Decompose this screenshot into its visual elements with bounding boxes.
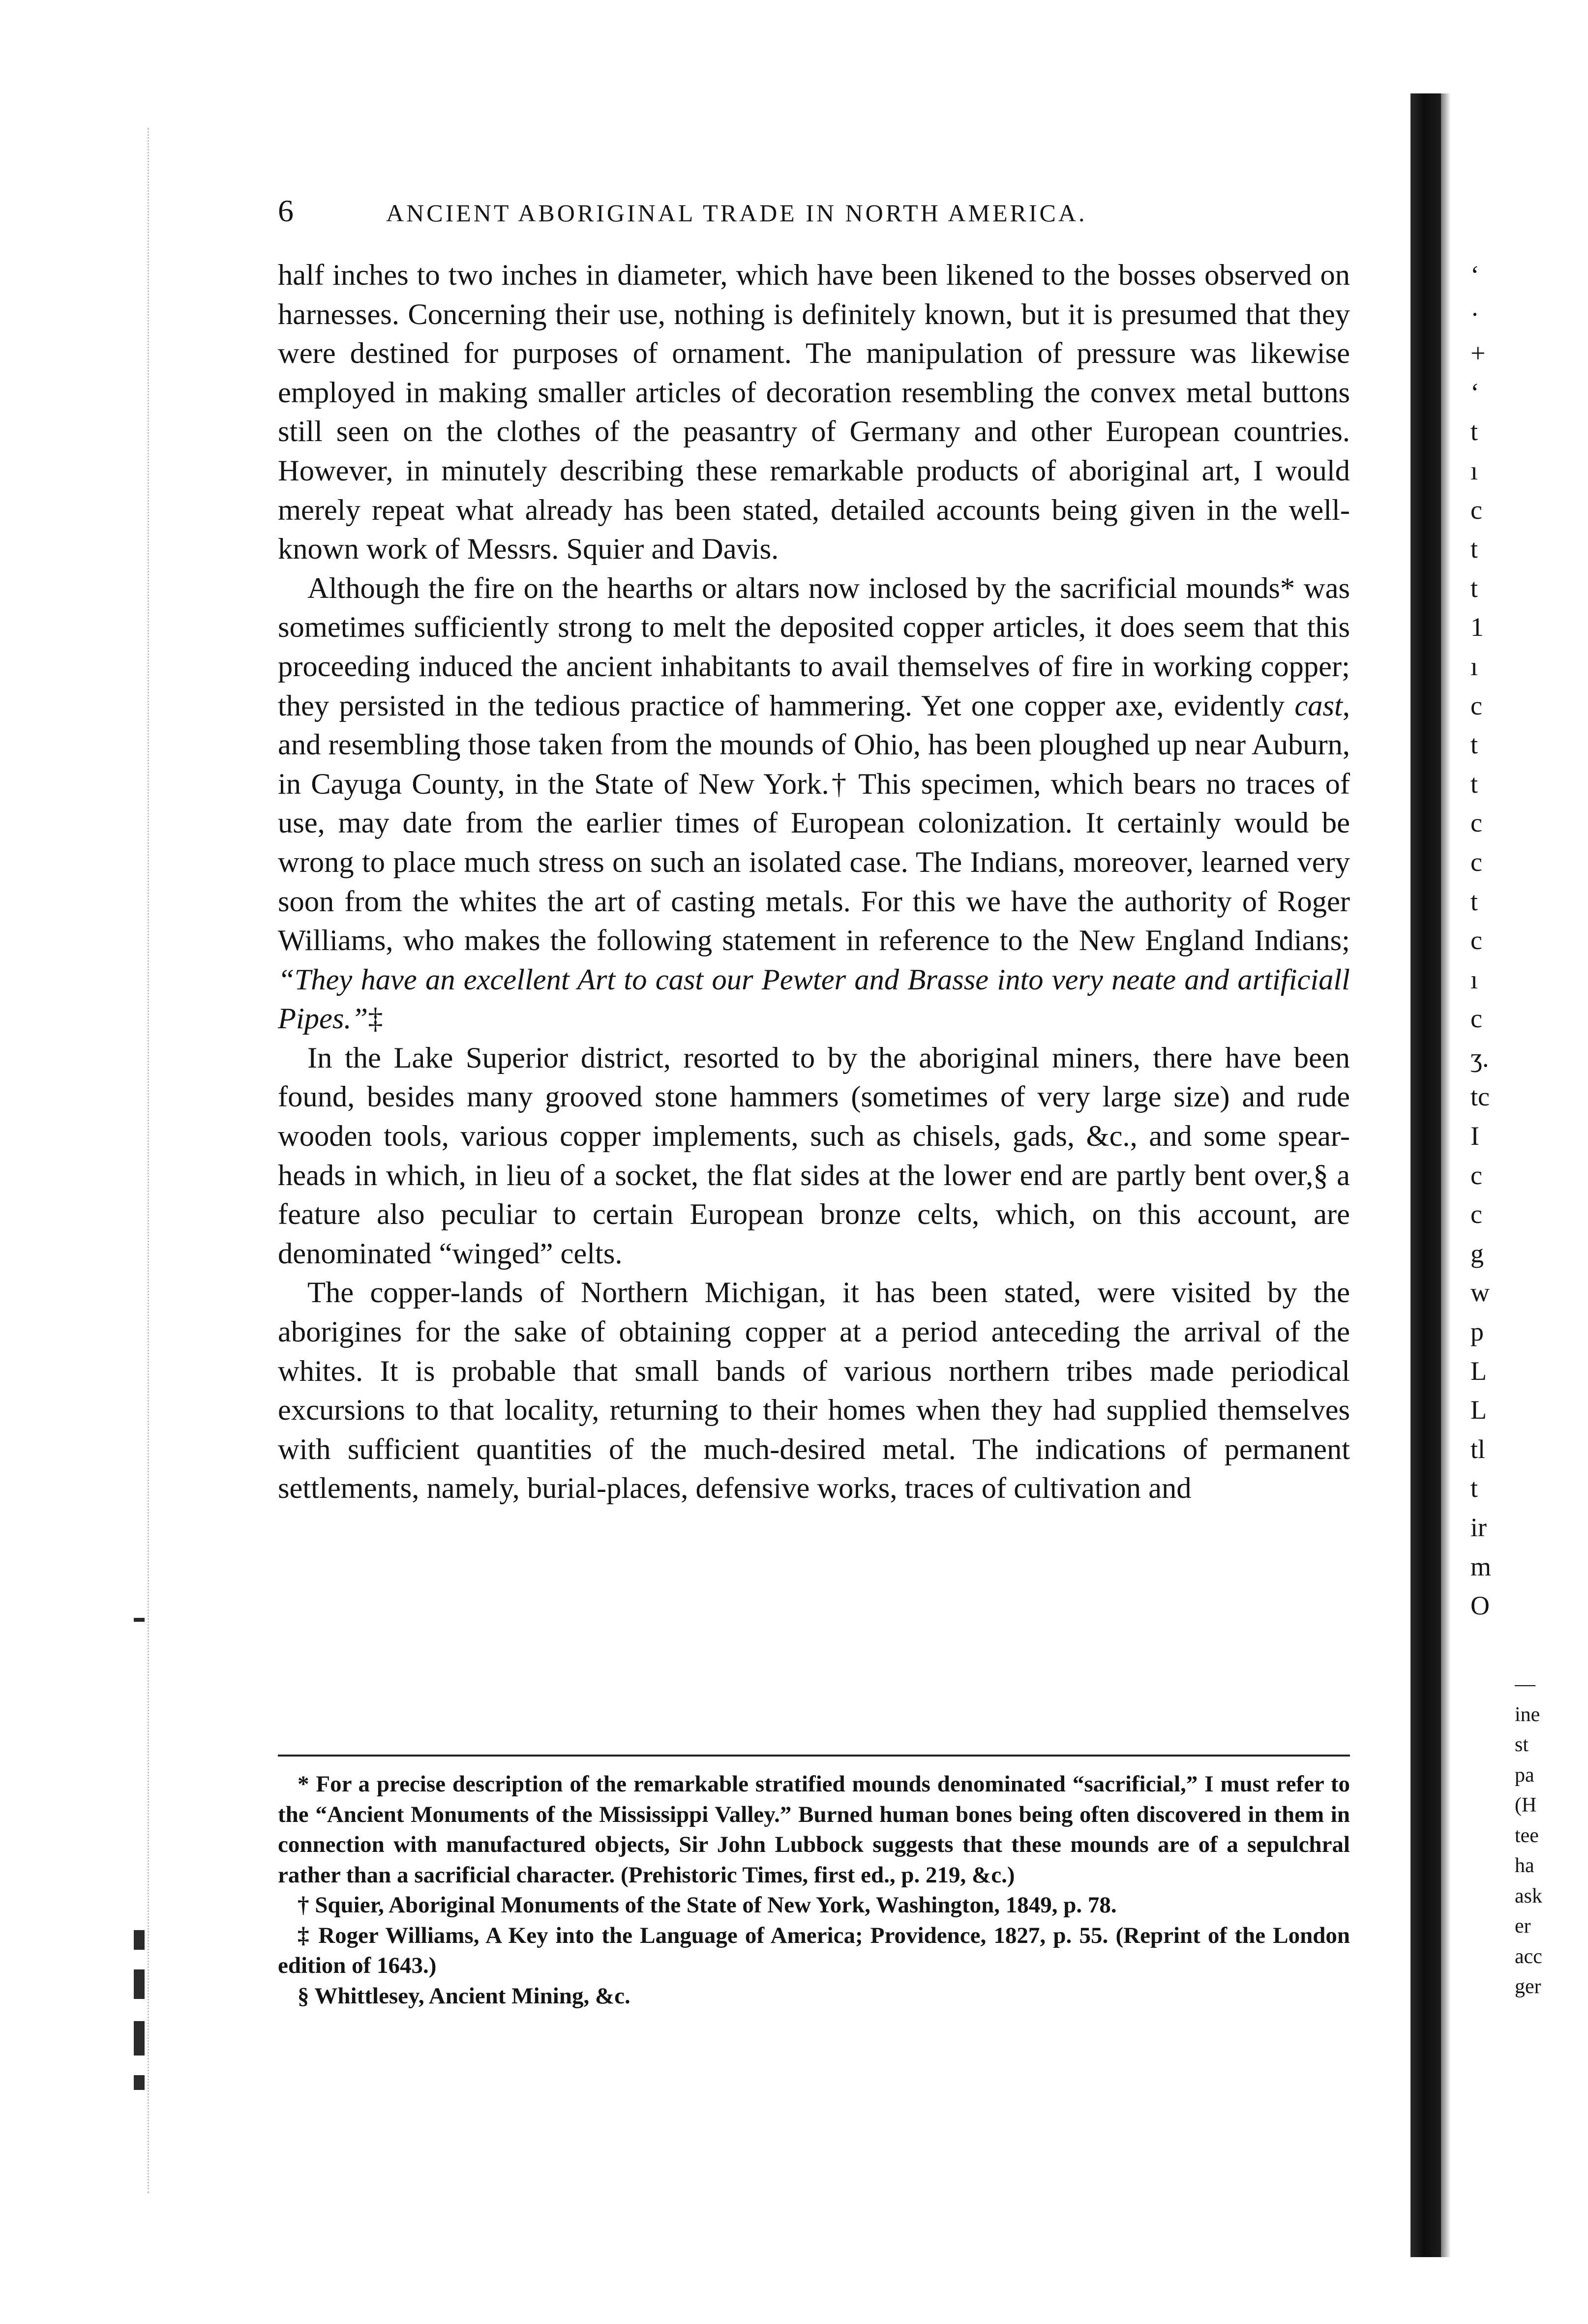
margin-fragment: t [1470, 730, 1478, 760]
paragraph: In the Lake Superior district, resorted to by the aboriginal miners, there have been found, besides many grooved stone hammers (sometimes of very large size) and rude wooden tools, various copper implements, such as chisels, gads, &c., and some spear-heads in which, in lieu of a socket, the flat sides at the lower end are partly bent over,§ a feature also peculiar to certain European bronze celts, which, on this account, are denominated “winged” celts. [278, 1041, 1350, 1270]
paragraph: half inches to two inches in diameter, which have been likened to the bosses observed on harnesses. Concerning their use, nothing is definitely known, but it is presumed that they were destined for purposes of ornament. The manipulation of pressure was likewise employed in making smaller articles of decoration resembling the convex metal buttons still seen on the clothes of the peasantry of Germany and other European countries. However, in minutely describing these remarkable products of aboriginal art, I would merely repeat what already has been stated, detailed accounts being given in the well-known work of Messrs. Squier and Davis. [278, 259, 1350, 566]
margin-fragment: ha [1515, 1854, 1534, 1877]
footnote: § Whittlesey, Ancient Mining, &c. [298, 1983, 630, 2009]
paragraph-text: Although the fire on the hearths or altars now inclosed by the sacrificial mounds* was sometimes sufficiently strong to melt the deposited copper articles, it does seem that this proceeding induced the ancient inhabitants to avail themselves of fire in working copper; they persisted in the tedious practice of hammering. Yet one copper axe, evidently [278, 571, 1350, 722]
margin-fragment: · [1470, 299, 1479, 329]
margin-fragment: c [1470, 690, 1482, 720]
margin-fragment: st [1515, 1733, 1529, 1756]
footnotes [278, 1769, 1350, 2011]
margin-fragment: ir [1470, 1513, 1487, 1542]
main-text [278, 256, 1350, 1508]
margin-fragment: ʒ. [1470, 1043, 1489, 1073]
margin-fragment: g [1470, 1238, 1484, 1268]
left-page-edge [148, 128, 152, 2193]
margin-fragment: tl [1470, 1434, 1486, 1464]
margin-fragment: ine [1515, 1703, 1540, 1726]
margin-fragment: acc [1515, 1945, 1542, 1968]
edge-mark [134, 2021, 145, 2056]
margin-fragment: c [1470, 1004, 1482, 1034]
margin-fragment: O [1470, 1591, 1490, 1621]
margin-fragment: c [1470, 1199, 1482, 1229]
edge-mark [134, 1969, 145, 1999]
margin-fragment: t [1470, 886, 1478, 916]
margin-fragment: ‘ [1470, 260, 1479, 290]
margin-fragment: er [1515, 1915, 1531, 1937]
margin-fragment: tee [1515, 1824, 1539, 1847]
margin-fragment: pa [1515, 1763, 1534, 1787]
margin-fragment: t [1470, 417, 1478, 447]
margin-fragment: L [1470, 1356, 1487, 1386]
italic-word: cast [1294, 689, 1343, 722]
page-header [278, 193, 1370, 229]
margin-fragment: t [1470, 573, 1478, 603]
paragraph [278, 569, 1350, 1039]
running-title: ANCIENT ABORIGINAL TRADE IN NORTH AMERICA. [386, 199, 1087, 227]
margin-fragment: t [1470, 769, 1478, 799]
margin-fragment: c [1470, 808, 1482, 838]
margin-fragment: — [1515, 1673, 1535, 1696]
margin-fragment: 1 [1470, 612, 1484, 642]
margin-fragment: ‘ [1470, 377, 1479, 407]
margin-fragment: ı [1470, 964, 1478, 994]
quotation: “They have an excellent Art to cast our Pewter and Brasse into very neate and artificiall Pipes.” [278, 963, 1350, 1036]
margin-fragment: w [1470, 1278, 1490, 1308]
facing-page-fragments [1470, 256, 1569, 1626]
margin-fragment: (H [1515, 1794, 1537, 1817]
margin-fragment: L [1470, 1395, 1487, 1425]
footnote: ‡ Roger Williams, A Key into the Language of America; Providence, 1827, p. 55. (Reprint of the London edition of 1643.) [278, 1922, 1350, 1978]
margin-fragment: t [1470, 1473, 1478, 1503]
edge-mark [134, 2075, 145, 2090]
margin-fragment: c [1470, 495, 1482, 525]
margin-fragment: c [1470, 925, 1482, 955]
edge-mark [134, 1618, 145, 1622]
footnote-rule [278, 1755, 1350, 1757]
margin-fragment: p [1470, 1317, 1484, 1347]
margin-fragment: ask [1515, 1884, 1542, 1907]
facing-page-footnote-fragments [1515, 1669, 1584, 2002]
edge-mark [134, 1930, 145, 1950]
margin-fragment: + [1470, 338, 1486, 368]
binding-highlight [1441, 93, 1451, 2257]
margin-fragment: I [1470, 1121, 1479, 1151]
footnote: * For a precise description of the remarkable stratified mounds denominated “sacrificial,” I must refer to the “Ancient Monuments of the Mississippi Valley.” Burned human bones being often discovered in them in connection with manufactured objects, Sir John Lubbock suggests that these mounds are of a sepulchral rather than a sacrificial character. (Prehistoric Times, first ed., p. 219, &c.) [278, 1771, 1350, 1888]
footnote: † Squier, Aboriginal Monuments of the State of New York, Washington, 1849, p. 78. [298, 1892, 1117, 1918]
margin-fragment: tc [1470, 1082, 1490, 1112]
margin-fragment: ger [1515, 1975, 1541, 1998]
margin-fragment: ı [1470, 651, 1478, 681]
paragraph: The copper-lands of Northern Michigan, it has been stated, were visited by the aborigines for the sake of obtaining copper at a period anteceding the arrival of the whites. It is probable that small bands of various northern tribes made periodical excursions to that locality, returning to their homes when they had supplied themselves with sufficient quantities of the much-desired metal. The indications of permanent settlements, namely, burial-places, defensive works, traces of cultivation and [278, 1276, 1350, 1505]
margin-fragment: m [1470, 1551, 1492, 1581]
binding-shadow [1410, 93, 1441, 2257]
page-number: 6 [278, 193, 294, 228]
margin-fragment: t [1470, 534, 1478, 564]
footnote-mark: ‡ [368, 1002, 383, 1036]
margin-fragment: ı [1470, 455, 1478, 485]
margin-fragment: c [1470, 847, 1482, 877]
paragraph-text: , and resembling those taken from the mounds of Ohio, has been ploughed up near Auburn, in Cayuga County, in the State of New York.† This specimen, which bears no traces of use, may date from the earlier times of European colonization. It certainly would be wrong to place much stress on such an isolated case. The Indians, moreover, learned very soon from the whites the art of casting metals. For this we have the authority of Roger Williams, who makes the following statement in reference to the New England Indians; [278, 689, 1350, 957]
margin-fragment: c [1470, 1160, 1482, 1190]
